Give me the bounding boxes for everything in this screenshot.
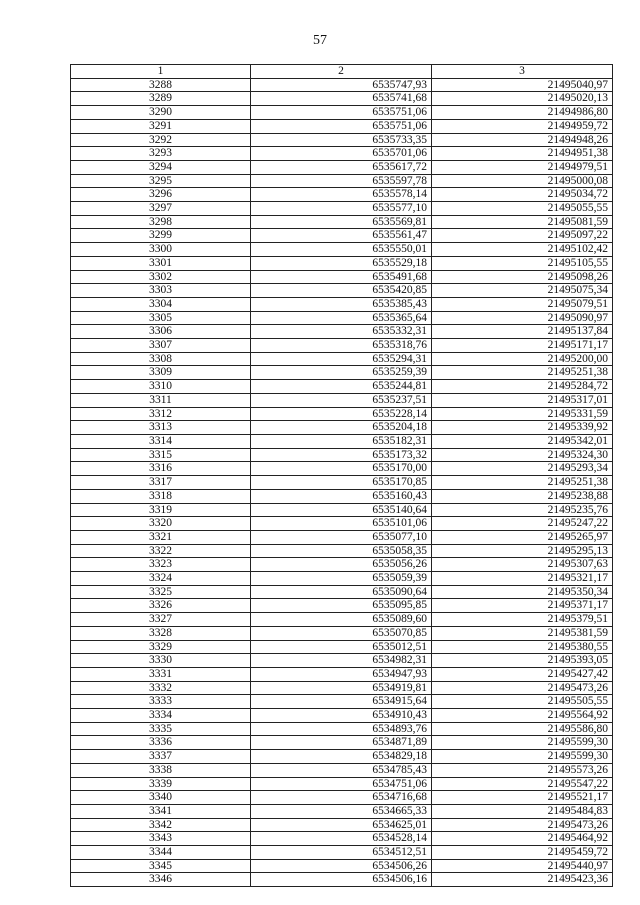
table-row bbox=[71, 407, 613, 421]
table-row bbox=[71, 229, 613, 243]
x-coordinate-cell: 6535578,14 bbox=[251, 188, 432, 202]
y-coordinate-cell: 21495284,72 bbox=[432, 380, 613, 394]
table-row bbox=[71, 489, 613, 503]
table-row bbox=[71, 599, 613, 613]
x-coordinate-cell: 6535751,06 bbox=[251, 106, 432, 120]
coordinates-table bbox=[70, 64, 613, 887]
point-number-cell: 3288 bbox=[71, 78, 251, 92]
y-coordinate-cell: 21495098,26 bbox=[432, 270, 613, 284]
y-coordinate-cell: 21495081,59 bbox=[432, 215, 613, 229]
point-number-cell: 3319 bbox=[71, 503, 251, 517]
x-coordinate-cell: 6535173,32 bbox=[251, 448, 432, 462]
table-row bbox=[71, 160, 613, 174]
point-number-cell: 3336 bbox=[71, 736, 251, 750]
y-coordinate-cell: 21495423,36 bbox=[432, 873, 613, 887]
x-coordinate-cell: 6534506,16 bbox=[251, 873, 432, 887]
point-number-cell: 3328 bbox=[71, 626, 251, 640]
table-row bbox=[71, 681, 613, 695]
x-coordinate-cell: 6534665,33 bbox=[251, 804, 432, 818]
y-coordinate-cell: 21495440,97 bbox=[432, 859, 613, 873]
y-coordinate-cell: 21495020,13 bbox=[432, 92, 613, 106]
y-coordinate-cell: 21495331,59 bbox=[432, 407, 613, 421]
point-number-cell: 3307 bbox=[71, 339, 251, 353]
table-row bbox=[71, 297, 613, 311]
point-number-cell: 3296 bbox=[71, 188, 251, 202]
y-coordinate-cell: 21495381,59 bbox=[432, 626, 613, 640]
y-coordinate-cell: 21494979,51 bbox=[432, 160, 613, 174]
point-number-cell: 3312 bbox=[71, 407, 251, 421]
y-coordinate-cell: 21495238,88 bbox=[432, 489, 613, 503]
table-row bbox=[71, 859, 613, 873]
point-number-cell: 3315 bbox=[71, 448, 251, 462]
table-row bbox=[71, 750, 613, 764]
point-number-cell: 3302 bbox=[71, 270, 251, 284]
x-coordinate-cell: 6535385,43 bbox=[251, 297, 432, 311]
point-number-cell: 3318 bbox=[71, 489, 251, 503]
point-number-cell: 3293 bbox=[71, 147, 251, 161]
point-number-cell: 3342 bbox=[71, 818, 251, 832]
point-number-cell: 3323 bbox=[71, 558, 251, 572]
y-coordinate-cell: 21495247,22 bbox=[432, 517, 613, 531]
point-number-cell: 3341 bbox=[71, 804, 251, 818]
table-row bbox=[71, 530, 613, 544]
table-row bbox=[71, 804, 613, 818]
y-coordinate-cell: 21495034,72 bbox=[432, 188, 613, 202]
y-coordinate-cell: 21495464,92 bbox=[432, 832, 613, 846]
table-row bbox=[71, 393, 613, 407]
table-row bbox=[71, 873, 613, 887]
y-coordinate-cell: 21495371,17 bbox=[432, 599, 613, 613]
table-row bbox=[71, 544, 613, 558]
x-coordinate-cell: 6535089,60 bbox=[251, 613, 432, 627]
point-number-cell: 3333 bbox=[71, 695, 251, 709]
table-row bbox=[71, 832, 613, 846]
y-coordinate-cell: 21495324,30 bbox=[432, 448, 613, 462]
x-coordinate-cell: 6535058,35 bbox=[251, 544, 432, 558]
point-number-cell: 3297 bbox=[71, 202, 251, 216]
y-coordinate-cell: 21495473,26 bbox=[432, 818, 613, 832]
x-coordinate-cell: 6535259,39 bbox=[251, 366, 432, 380]
table-row bbox=[71, 380, 613, 394]
x-coordinate-cell: 6534893,76 bbox=[251, 722, 432, 736]
point-number-cell: 3345 bbox=[71, 859, 251, 873]
table-row bbox=[71, 284, 613, 298]
x-coordinate-cell: 6535597,78 bbox=[251, 174, 432, 188]
x-coordinate-cell: 6534528,14 bbox=[251, 832, 432, 846]
y-coordinate-cell: 21495295,13 bbox=[432, 544, 613, 558]
y-coordinate-cell: 21495137,84 bbox=[432, 325, 613, 339]
point-number-cell: 3298 bbox=[71, 215, 251, 229]
y-coordinate-cell: 21495350,34 bbox=[432, 585, 613, 599]
x-coordinate-cell: 6534512,51 bbox=[251, 846, 432, 860]
point-number-cell: 3337 bbox=[71, 750, 251, 764]
page-number: 57 bbox=[313, 33, 327, 48]
point-number-cell: 3308 bbox=[71, 352, 251, 366]
table-row bbox=[71, 448, 613, 462]
table-row bbox=[71, 147, 613, 161]
table-row bbox=[71, 243, 613, 257]
y-coordinate-cell: 21495075,34 bbox=[432, 284, 613, 298]
y-coordinate-cell: 21495564,92 bbox=[432, 709, 613, 723]
point-number-cell: 3325 bbox=[71, 585, 251, 599]
x-coordinate-cell: 6535701,06 bbox=[251, 147, 432, 161]
point-number-cell: 3311 bbox=[71, 393, 251, 407]
point-number-cell: 3304 bbox=[71, 297, 251, 311]
point-number-cell: 3295 bbox=[71, 174, 251, 188]
y-coordinate-cell: 21495573,26 bbox=[432, 763, 613, 777]
x-coordinate-cell: 6535182,31 bbox=[251, 434, 432, 448]
y-coordinate-cell: 21495200,00 bbox=[432, 352, 613, 366]
table-row bbox=[71, 722, 613, 736]
x-coordinate-cell: 6535140,64 bbox=[251, 503, 432, 517]
y-coordinate-cell: 21495265,97 bbox=[432, 530, 613, 544]
point-number-cell: 3314 bbox=[71, 434, 251, 448]
table-row bbox=[71, 640, 613, 654]
point-number-cell: 3338 bbox=[71, 763, 251, 777]
x-coordinate-cell: 6535056,26 bbox=[251, 558, 432, 572]
y-coordinate-cell: 21495097,22 bbox=[432, 229, 613, 243]
point-number-cell: 3292 bbox=[71, 133, 251, 147]
table-row bbox=[71, 119, 613, 133]
table-row bbox=[71, 174, 613, 188]
y-coordinate-cell: 21495102,42 bbox=[432, 243, 613, 257]
table-row bbox=[71, 613, 613, 627]
point-number-cell: 3339 bbox=[71, 777, 251, 791]
x-coordinate-cell: 6535228,14 bbox=[251, 407, 432, 421]
x-coordinate-cell: 6535561,47 bbox=[251, 229, 432, 243]
point-number-cell: 3316 bbox=[71, 462, 251, 476]
x-coordinate-cell: 6534871,89 bbox=[251, 736, 432, 750]
x-coordinate-cell: 6535237,51 bbox=[251, 393, 432, 407]
table-row bbox=[71, 133, 613, 147]
table-row bbox=[71, 517, 613, 531]
point-number-cell: 3309 bbox=[71, 366, 251, 380]
y-coordinate-cell: 21494951,38 bbox=[432, 147, 613, 161]
y-coordinate-cell: 21495586,80 bbox=[432, 722, 613, 736]
x-coordinate-cell: 6534785,43 bbox=[251, 763, 432, 777]
table-row bbox=[71, 92, 613, 106]
y-coordinate-cell: 21495505,55 bbox=[432, 695, 613, 709]
point-number-cell: 3321 bbox=[71, 530, 251, 544]
x-coordinate-cell: 6534947,93 bbox=[251, 667, 432, 681]
table-row bbox=[71, 736, 613, 750]
table-row bbox=[71, 78, 613, 92]
x-coordinate-cell: 6535012,51 bbox=[251, 640, 432, 654]
point-number-cell: 3299 bbox=[71, 229, 251, 243]
x-coordinate-cell: 6535569,81 bbox=[251, 215, 432, 229]
table-header-row bbox=[71, 65, 613, 79]
x-coordinate-cell: 6535095,85 bbox=[251, 599, 432, 613]
table-row bbox=[71, 777, 613, 791]
table-row bbox=[71, 421, 613, 435]
x-coordinate-cell: 6534751,06 bbox=[251, 777, 432, 791]
table-row bbox=[71, 106, 613, 120]
x-coordinate-cell: 6535294,31 bbox=[251, 352, 432, 366]
point-number-cell: 3320 bbox=[71, 517, 251, 531]
y-coordinate-cell: 21495079,51 bbox=[432, 297, 613, 311]
y-coordinate-cell: 21495599,30 bbox=[432, 750, 613, 764]
y-coordinate-cell: 21495105,55 bbox=[432, 256, 613, 270]
x-coordinate-cell: 6534829,18 bbox=[251, 750, 432, 764]
y-coordinate-cell: 21495293,34 bbox=[432, 462, 613, 476]
y-coordinate-cell: 21495427,42 bbox=[432, 667, 613, 681]
point-number-cell: 3305 bbox=[71, 311, 251, 325]
x-coordinate-cell: 6535491,68 bbox=[251, 270, 432, 284]
x-coordinate-cell: 6534716,68 bbox=[251, 791, 432, 805]
table-row bbox=[71, 366, 613, 380]
y-coordinate-cell: 21494948,26 bbox=[432, 133, 613, 147]
x-coordinate-cell: 6535751,06 bbox=[251, 119, 432, 133]
point-number-cell: 3335 bbox=[71, 722, 251, 736]
x-coordinate-cell: 6535529,18 bbox=[251, 256, 432, 270]
point-number-cell: 3340 bbox=[71, 791, 251, 805]
y-coordinate-cell: 21495379,51 bbox=[432, 613, 613, 627]
x-coordinate-cell: 6535059,39 bbox=[251, 572, 432, 586]
y-coordinate-cell: 21495235,76 bbox=[432, 503, 613, 517]
x-coordinate-cell: 6535101,06 bbox=[251, 517, 432, 531]
table-row bbox=[71, 476, 613, 490]
x-coordinate-cell: 6534506,26 bbox=[251, 859, 432, 873]
point-number-cell: 3327 bbox=[71, 613, 251, 627]
x-coordinate-cell: 6534915,64 bbox=[251, 695, 432, 709]
point-number-cell: 3329 bbox=[71, 640, 251, 654]
table-row bbox=[71, 846, 613, 860]
x-coordinate-cell: 6535090,64 bbox=[251, 585, 432, 599]
point-number-cell: 3324 bbox=[71, 572, 251, 586]
table-row bbox=[71, 434, 613, 448]
table-row bbox=[71, 503, 613, 517]
point-number-cell: 3334 bbox=[71, 709, 251, 723]
table-row bbox=[71, 558, 613, 572]
point-number-cell: 3306 bbox=[71, 325, 251, 339]
table-row bbox=[71, 270, 613, 284]
table-row bbox=[71, 325, 613, 339]
table-row bbox=[71, 339, 613, 353]
x-coordinate-cell: 6534910,43 bbox=[251, 709, 432, 723]
x-coordinate-cell: 6535170,85 bbox=[251, 476, 432, 490]
x-coordinate-cell: 6535747,93 bbox=[251, 78, 432, 92]
y-coordinate-cell: 21495393,05 bbox=[432, 654, 613, 668]
y-coordinate-cell: 21495251,38 bbox=[432, 366, 613, 380]
x-coordinate-cell: 6535420,85 bbox=[251, 284, 432, 298]
table-row bbox=[71, 626, 613, 640]
table-body bbox=[71, 78, 613, 886]
x-coordinate-cell: 6535244,81 bbox=[251, 380, 432, 394]
y-coordinate-cell: 21495342,01 bbox=[432, 434, 613, 448]
x-coordinate-cell: 6535365,64 bbox=[251, 311, 432, 325]
x-coordinate-cell: 6535577,10 bbox=[251, 202, 432, 216]
y-coordinate-cell: 21495473,26 bbox=[432, 681, 613, 695]
y-coordinate-cell: 21495090,97 bbox=[432, 311, 613, 325]
x-coordinate-cell: 6535332,31 bbox=[251, 325, 432, 339]
x-coordinate-cell: 6535204,18 bbox=[251, 421, 432, 435]
x-coordinate-cell: 6535170,00 bbox=[251, 462, 432, 476]
point-number-cell: 3330 bbox=[71, 654, 251, 668]
y-coordinate-cell: 21494959,72 bbox=[432, 119, 613, 133]
point-number-cell: 3300 bbox=[71, 243, 251, 257]
column-header-2: 2 bbox=[251, 65, 432, 79]
point-number-cell: 3332 bbox=[71, 681, 251, 695]
table-row bbox=[71, 695, 613, 709]
y-coordinate-cell: 21495055,55 bbox=[432, 202, 613, 216]
column-header-3: 3 bbox=[432, 65, 613, 79]
table-row bbox=[71, 311, 613, 325]
point-number-cell: 3313 bbox=[71, 421, 251, 435]
x-coordinate-cell: 6535733,35 bbox=[251, 133, 432, 147]
table-row bbox=[71, 791, 613, 805]
point-number-cell: 3322 bbox=[71, 544, 251, 558]
y-coordinate-cell: 21495547,22 bbox=[432, 777, 613, 791]
y-coordinate-cell: 21495000,08 bbox=[432, 174, 613, 188]
y-coordinate-cell: 21495459,72 bbox=[432, 846, 613, 860]
y-coordinate-cell: 21495317,01 bbox=[432, 393, 613, 407]
table-row bbox=[71, 572, 613, 586]
y-coordinate-cell: 21495380,55 bbox=[432, 640, 613, 654]
x-coordinate-cell: 6535077,10 bbox=[251, 530, 432, 544]
x-coordinate-cell: 6534625,01 bbox=[251, 818, 432, 832]
point-number-cell: 3326 bbox=[71, 599, 251, 613]
x-coordinate-cell: 6535617,72 bbox=[251, 160, 432, 174]
x-coordinate-cell: 6535160,43 bbox=[251, 489, 432, 503]
table-row bbox=[71, 654, 613, 668]
point-number-cell: 3303 bbox=[71, 284, 251, 298]
x-coordinate-cell: 6534919,81 bbox=[251, 681, 432, 695]
x-coordinate-cell: 6535318,76 bbox=[251, 339, 432, 353]
point-number-cell: 3317 bbox=[71, 476, 251, 490]
point-number-cell: 3346 bbox=[71, 873, 251, 887]
point-number-cell: 3290 bbox=[71, 106, 251, 120]
y-coordinate-cell: 21495521,17 bbox=[432, 791, 613, 805]
table-row bbox=[71, 585, 613, 599]
point-number-cell: 3289 bbox=[71, 92, 251, 106]
table-row bbox=[71, 215, 613, 229]
y-coordinate-cell: 21495339,92 bbox=[432, 421, 613, 435]
point-number-cell: 3344 bbox=[71, 846, 251, 860]
column-header-1: 1 bbox=[71, 65, 251, 79]
point-number-cell: 3294 bbox=[71, 160, 251, 174]
table-row bbox=[71, 818, 613, 832]
table-row bbox=[71, 188, 613, 202]
x-coordinate-cell: 6534982,31 bbox=[251, 654, 432, 668]
table-row bbox=[71, 256, 613, 270]
y-coordinate-cell: 21495171,17 bbox=[432, 339, 613, 353]
table-row bbox=[71, 667, 613, 681]
point-number-cell: 3291 bbox=[71, 119, 251, 133]
table-row bbox=[71, 709, 613, 723]
y-coordinate-cell: 21494986,80 bbox=[432, 106, 613, 120]
table-row bbox=[71, 462, 613, 476]
y-coordinate-cell: 21495040,97 bbox=[432, 78, 613, 92]
point-number-cell: 3343 bbox=[71, 832, 251, 846]
point-number-cell: 3301 bbox=[71, 256, 251, 270]
y-coordinate-cell: 21495321,17 bbox=[432, 572, 613, 586]
x-coordinate-cell: 6535070,85 bbox=[251, 626, 432, 640]
table-row bbox=[71, 202, 613, 216]
x-coordinate-cell: 6535741,68 bbox=[251, 92, 432, 106]
y-coordinate-cell: 21495251,38 bbox=[432, 476, 613, 490]
y-coordinate-cell: 21495599,30 bbox=[432, 736, 613, 750]
point-number-cell: 3310 bbox=[71, 380, 251, 394]
table-row bbox=[71, 352, 613, 366]
y-coordinate-cell: 21495307,63 bbox=[432, 558, 613, 572]
x-coordinate-cell: 6535550,01 bbox=[251, 243, 432, 257]
y-coordinate-cell: 21495484,83 bbox=[432, 804, 613, 818]
table-row bbox=[71, 763, 613, 777]
point-number-cell: 3331 bbox=[71, 667, 251, 681]
